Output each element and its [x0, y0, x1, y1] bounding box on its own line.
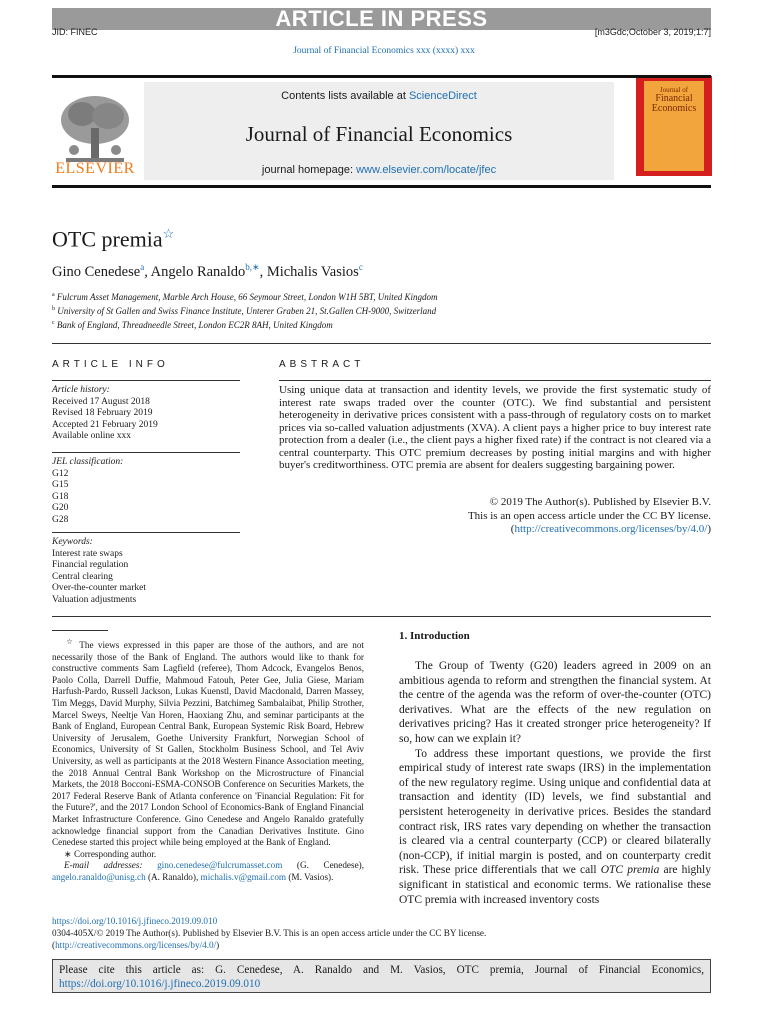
- history-accepted: Accepted 21 February 2019: [52, 419, 158, 430]
- author-2-affil[interactable]: b,∗: [245, 262, 260, 272]
- history-received: Received 17 August 2018: [52, 396, 150, 407]
- affiliation-text: Bank of England, Threadneedle Street, London EC2R 8AH, United Kingdom: [56, 320, 333, 330]
- jel-code: G18: [52, 491, 69, 502]
- title-footnote-mark[interactable]: ☆: [162, 226, 175, 241]
- cover-title: [648, 86, 700, 114]
- email-link[interactable]: michalis.v@gmail.com: [200, 871, 287, 882]
- corresponding-footnote: ∗ Corresponding author.: [64, 848, 157, 859]
- footer-license-link[interactable]: http://creativecommons.org/licenses/by/4.0/: [55, 940, 217, 950]
- author-sep: ,: [144, 263, 151, 280]
- journal-cover-thumbnail: [636, 76, 712, 176]
- license-link[interactable]: http://creativecommons.org/licenses/by/4.0/: [514, 523, 708, 535]
- contents-line: [144, 90, 614, 102]
- divider: [52, 380, 240, 381]
- journal-info-box: [144, 82, 614, 180]
- affiliations: [52, 289, 437, 331]
- keyword: Over-the-counter market: [52, 583, 146, 593]
- affiliation-a: [52, 289, 437, 303]
- author-list: [52, 262, 363, 281]
- author-1: Gino Cenedese: [52, 263, 141, 280]
- production-stamp: [m3Gdc;October 3, 2019;1:7]: [594, 27, 711, 37]
- footnotes: [52, 636, 364, 884]
- jel-code: G15: [52, 480, 69, 490]
- footnote-mark: ☆: [64, 637, 76, 646]
- article-history: [52, 385, 240, 443]
- journal-title: Journal of Financial Economics: [245, 122, 513, 146]
- author-3: Michalis Vasios: [266, 263, 359, 280]
- affiliation-text: Fulcrum Asset Management, Marble Arch House, 66 Seymour Street, London W1H 5BT, United Kingdom: [56, 292, 438, 302]
- contents-prefix: Contents lists available at: [281, 90, 409, 102]
- jel-code: G28: [52, 514, 69, 525]
- jel-classification: [52, 457, 240, 526]
- divider: [52, 532, 240, 533]
- email-owner: (M. Vasios).: [286, 871, 334, 882]
- divider: [279, 380, 711, 381]
- homepage-prefix: journal homepage:: [261, 164, 357, 176]
- abstract-text: Using unique data at transaction and identity levels, we provide the first systematic study of interest rate swaps traded over the counter (OTC). We find substantial and persistent heterogeneity in derivative prices consistent with a pass-through of regulatory costs on to market prices via so-called valuation adjustments (XVA). A client pays a higher price to buy interest rate protection from a dealer (i.e., the client pays a higher fixed rate) if the contract is not cleared via a central counterparty. This OTC premium decreases by posting initial margins and with higher buyer's creditworthiness. OTC premia are absent for dealers suggesting bargaining power.: [279, 384, 711, 471]
- email-label: E-mail addresses:: [64, 860, 143, 871]
- homepage-line: [144, 164, 614, 176]
- citation-box: [52, 959, 711, 993]
- keyword: Central clearing: [52, 571, 113, 582]
- email-footnote: [52, 860, 364, 883]
- paren: (: [510, 523, 515, 535]
- affiliation-c: [52, 317, 437, 331]
- cover-big-text: Financial Economics: [651, 93, 697, 114]
- article-title-text: OTC premia: [52, 226, 163, 252]
- keyword: Financial regulation: [52, 560, 129, 570]
- article-info-heading: ARTICLE INFO: [52, 359, 169, 370]
- divider: [52, 452, 240, 453]
- acknowledgement-text: The views expressed in this paper are those of the authors, and are not necessarily those of the Bank of England. The authors would like to thank for constructive comments Sam Lagfield (referee), Thom Adcock, Evangelos Benos, Paolo Colla, Darrell Duffie, Mahmoud Fatouh, Peter Gee, Julia Giese, Mariam Harfush-Pardo, Russell Jackson, Lukas Kuenstl, David Macdonald, Darren Massey, Tim Meggs, David Murphy, Silvia Pezzini, Batchimeg Sambalaibat, Philip Strother, Marcel Sweys, Neeltje Van Horen, Haoxiang Zhu, and seminar participants at the Bank of England, European Central Bank, European Systemic Risk Board, Hebrew University of Jerusalem, Goethe University Frankfurt, Norwegian School of Economics, University of St Gallen, Stockholm Business School, and Tel Aviv University, as well as participants at the 2018 Western Finance Association meeting, the 2018 Annual Central Bank Workshop on the Microstructure of Financial Markets, the 2018 Bocconi-ESMA-CONSOB Conference on Securities Markets, the 2017 Federal Reserve Bank of Atlanta conference on 'Financial Regulation: Fit for the Future?', and the 2017 London School of Economics-Bank of England Financial Market Infrastructure Conference. Gino Cenedese and Angelo Ranaldo gratefully acknowledge financial support from the Canadian Derivatives Institute. Gino Cenedese started this project while being employed at the Bank of England.: [52, 640, 364, 848]
- affiliation-b: [52, 303, 437, 317]
- intro-paragraph-2: [399, 747, 711, 908]
- jel-label: JEL classification:: [52, 457, 124, 467]
- author-sep: ,: [259, 263, 267, 280]
- email-owner: (A. Ranaldo),: [145, 871, 201, 882]
- license-line: This is an open access article under the CC BY license.: [467, 509, 711, 522]
- abstract-copyright: [279, 496, 711, 537]
- corresponding-text: Corresponding author.: [74, 848, 157, 859]
- keywords: [52, 537, 240, 606]
- introduction-body: [399, 659, 711, 907]
- homepage-link[interactable]: www.elsevier.com/locate/jfec: [356, 164, 497, 176]
- abstract-heading: ABSTRACT: [279, 359, 365, 370]
- introduction-heading: 1. Introduction: [399, 630, 470, 642]
- issn-line: 0304-405X/© 2019 The Author(s). Published by Elsevier B.V. This is an open access article under the CC BY license.: [52, 928, 487, 938]
- journal-reference-link[interactable]: Journal of Financial Economics xxx (xxxx) xxx: [293, 46, 475, 56]
- divider: [52, 616, 711, 617]
- email-owner: (G. Cenedese),: [282, 860, 365, 871]
- email-link[interactable]: gino.cenedese@fulcrumasset.com: [157, 860, 283, 871]
- copyright-line: © 2019 The Author(s). Published by Elsevier B.V.: [489, 496, 711, 508]
- jel-code: G12: [52, 468, 69, 479]
- masthead-bottom-rule: [52, 185, 711, 188]
- jel-code: G20: [52, 503, 69, 513]
- affiliation-mark: a: [52, 292, 55, 298]
- sciencedirect-link[interactable]: ScienceDirect: [408, 90, 477, 102]
- history-label: Article history:: [52, 385, 110, 395]
- author-1-affil[interactable]: a: [140, 262, 145, 272]
- history-online: Available online xxx: [52, 431, 131, 441]
- author-3-affil[interactable]: c: [358, 262, 363, 272]
- email-link[interactable]: angelo.ranaldo@unisg.ch: [52, 871, 146, 882]
- footnote-rule: [52, 630, 108, 631]
- affiliation-mark: c: [52, 320, 55, 326]
- journal-masthead: [52, 76, 711, 186]
- article-title: [52, 226, 174, 252]
- publisher-name: ELSEVIER: [55, 160, 135, 177]
- intro-paragraph-1: The Group of Twenty (G20) leaders agreed in 2009 on an ambitious agenda to reform and strengthen the financial system. At the centre of the agenda was the reform of over-the-counter (OTC) derivatives. What are the effects of the new regulation on derivatives pricing? Has it created stronger price heterogeneity? If so, how can we explain it?: [399, 660, 711, 745]
- intro-emphasis: OTC premia: [600, 864, 660, 877]
- license-link-line: [279, 523, 711, 537]
- intro-text: To address these important questions, we provide the first empirical study of interest rate swaps (IRS) in the implementation of the new regulatory regime. Using unique and confidential data at transaction and identity (ID) levels, we find substantial and persistent heterogeneity in derivative prices. Besides the standard contract risk, IRS rates vary depending on whether the transaction is cleared via a central counterparty (CCP) or cleared bilaterally (non-CCP), if initial margin is posted, and on counterparty credit risk. These price differentials that we call: [399, 747, 711, 877]
- intro-text: are highly significant in statistical and economic terms. We rationalise these OTC premia with increased inventory costs: [399, 864, 712, 906]
- citation-text: Please cite this article as: G. Cenedese, A. Ranaldo and M. Vasios, OTC premia, Journal of Financial Economics,: [59, 964, 704, 976]
- paren: ): [707, 523, 711, 535]
- doi-link[interactable]: https://doi.org/10.1016/j.jfineco.2019.09.010: [52, 916, 218, 926]
- divider: [52, 343, 711, 344]
- footer-license: (http://creativecommons.org/licenses/by/4.0/): [52, 940, 220, 950]
- article-in-press-banner: ARTICLE IN PRESS: [52, 8, 711, 30]
- masthead-top-rule: [52, 75, 711, 78]
- keywords-label: Keywords:: [52, 537, 93, 547]
- keyword: Interest rate swaps: [52, 548, 123, 559]
- citation-doi-link[interactable]: https://doi.org/10.1016/j.jfineco.2019.09.010: [59, 978, 261, 990]
- cover-small-text: Journal of: [659, 86, 689, 94]
- journal-id: JID: FINEC: [52, 27, 98, 37]
- affiliation-text: University of St Gallen and Swiss Finance Institute, Unterer Graben 21, St.Gallen CH-9000, Switzerland: [57, 306, 437, 316]
- keyword: Valuation adjustments: [52, 594, 137, 605]
- history-revised: Revised 18 February 2019: [52, 408, 153, 418]
- acknowledgement-footnote: [52, 636, 364, 849]
- affiliation-mark: b: [52, 306, 55, 312]
- author-2: Angelo Ranaldo: [150, 263, 246, 280]
